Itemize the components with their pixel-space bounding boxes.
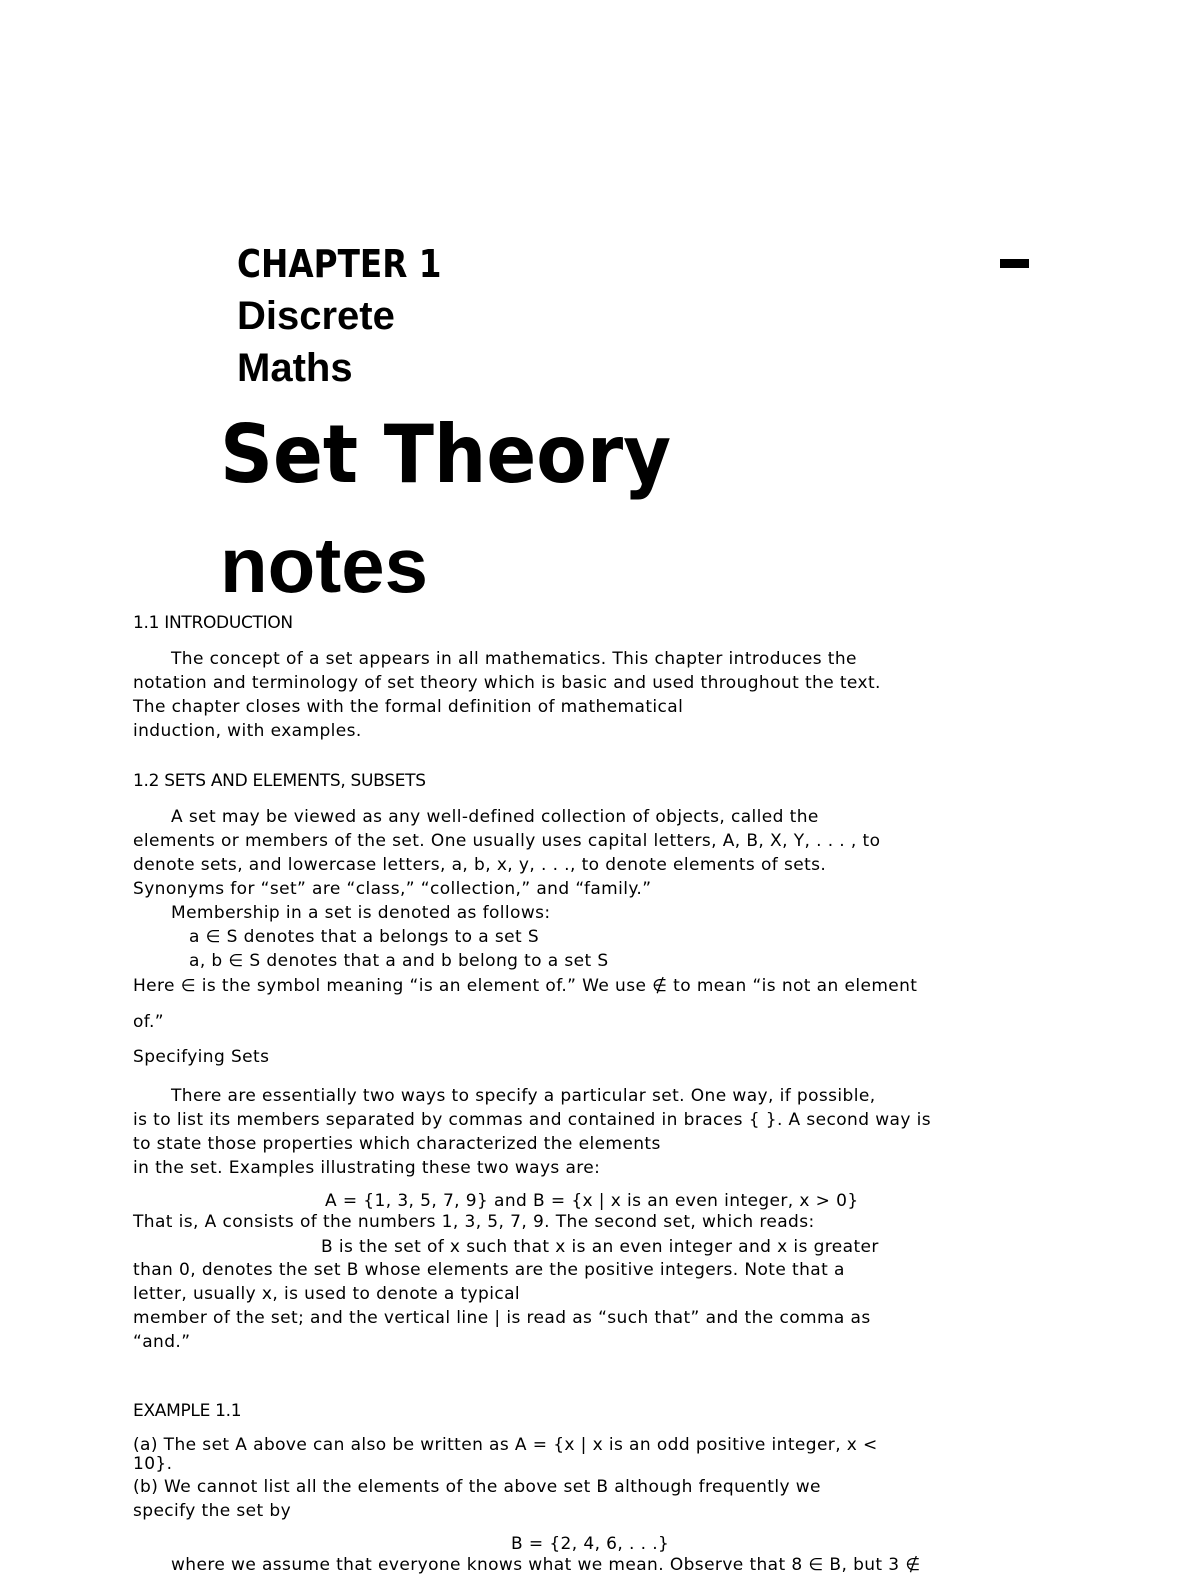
paragraph-line: Synonyms for “set” are “class,” “collection,” and “family.” xyxy=(133,879,652,899)
paragraph-line: That is, A consists of the numbers 1, 3, 5, 7, 9. The second set, which reads: xyxy=(133,1212,815,1232)
paragraph-line: where we assume that everyone knows what we mean. Observe that 8 ∈ B, but 3 ∉ xyxy=(171,1555,921,1575)
example-item-a-cont: 10}. xyxy=(133,1454,173,1474)
paragraph-line: of.” xyxy=(133,1012,164,1032)
example-item-b-cont: specify the set by xyxy=(133,1501,292,1521)
paragraph-line: elements or members of the set. One usually uses capital letters, A, B, X, Y, . . . , to xyxy=(133,831,881,851)
section-heading: 1.2 SETS AND ELEMENTS, SUBSETS xyxy=(133,771,426,791)
example-heading: EXAMPLE 1.1 xyxy=(133,1401,242,1421)
chapter-label: CHAPTER 1 xyxy=(237,242,442,286)
set-formula: A = {1, 3, 5, 7, 9} and B = {x | x is an even integer, x > 0} xyxy=(325,1191,859,1211)
membership-example: a ∈ S denotes that a belongs to a set S xyxy=(189,927,540,947)
section-heading: 1.1 INTRODUCTION xyxy=(133,613,293,633)
paragraph-line: member of the set; and the vertical line | is read as “such that” and the comma as xyxy=(133,1308,871,1328)
membership-example: a, b ∈ S denotes that a and b belong to a set S xyxy=(189,951,609,971)
set-formula: B = {2, 4, 6, . . .} xyxy=(511,1534,670,1554)
paragraph-line: “and.” xyxy=(133,1332,191,1352)
paragraph-line: in the set. Examples illustrating these two ways are: xyxy=(133,1158,601,1178)
document-title-notes: notes xyxy=(220,521,429,609)
paragraph-line: denote sets, and lowercase letters, a, b, x, y, . . ., to denote elements of sets. xyxy=(133,855,827,875)
paragraph-line: notation and terminology of set theory which is basic and used throughout the text. xyxy=(133,673,881,693)
paragraph-line: There are essentially two ways to specify a particular set. One way, if possible, xyxy=(171,1086,876,1106)
paragraph-line: induction, with examples. xyxy=(133,721,362,741)
paragraph-line: B is the set of x such that x is an even integer and x is greater xyxy=(321,1237,879,1257)
paragraph-line: is to list its members separated by commas and contained in braces { }. A second way is xyxy=(133,1110,931,1130)
paragraph-line: The chapter closes with the formal definition of mathematical xyxy=(133,697,684,717)
example-item-b: (b) We cannot list all the elements of the above set B although frequently we xyxy=(133,1477,821,1497)
subsection-heading: Specifying Sets xyxy=(133,1047,270,1067)
paragraph-line: letter, usually x, is used to denote a typical xyxy=(133,1284,521,1304)
paragraph-line: Membership in a set is denoted as follows: xyxy=(171,903,551,923)
document-title: Set Theory xyxy=(220,408,672,501)
paragraph-line: to state those properties which characterized the elements xyxy=(133,1134,661,1154)
paragraph-line: The concept of a set appears in all mathematics. This chapter introduces the xyxy=(171,649,857,669)
paragraph-line: Here ∈ is the symbol meaning “is an element of.” We use ∉ to mean “is not an element xyxy=(133,976,918,996)
example-item-a: (a) The set A above can also be written as A = {x | x is an odd positive integer, x < xyxy=(133,1435,878,1455)
paragraph-line: than 0, denotes the set B whose elements are the positive integers. Note that a xyxy=(133,1260,845,1280)
chapter-subtitle-line2: Maths xyxy=(237,346,353,390)
chapter-subtitle-line1: Discrete xyxy=(237,294,395,338)
paragraph-line: A set may be viewed as any well-defined collection of objects, called the xyxy=(171,807,819,827)
chapter-dash xyxy=(1000,259,1029,268)
